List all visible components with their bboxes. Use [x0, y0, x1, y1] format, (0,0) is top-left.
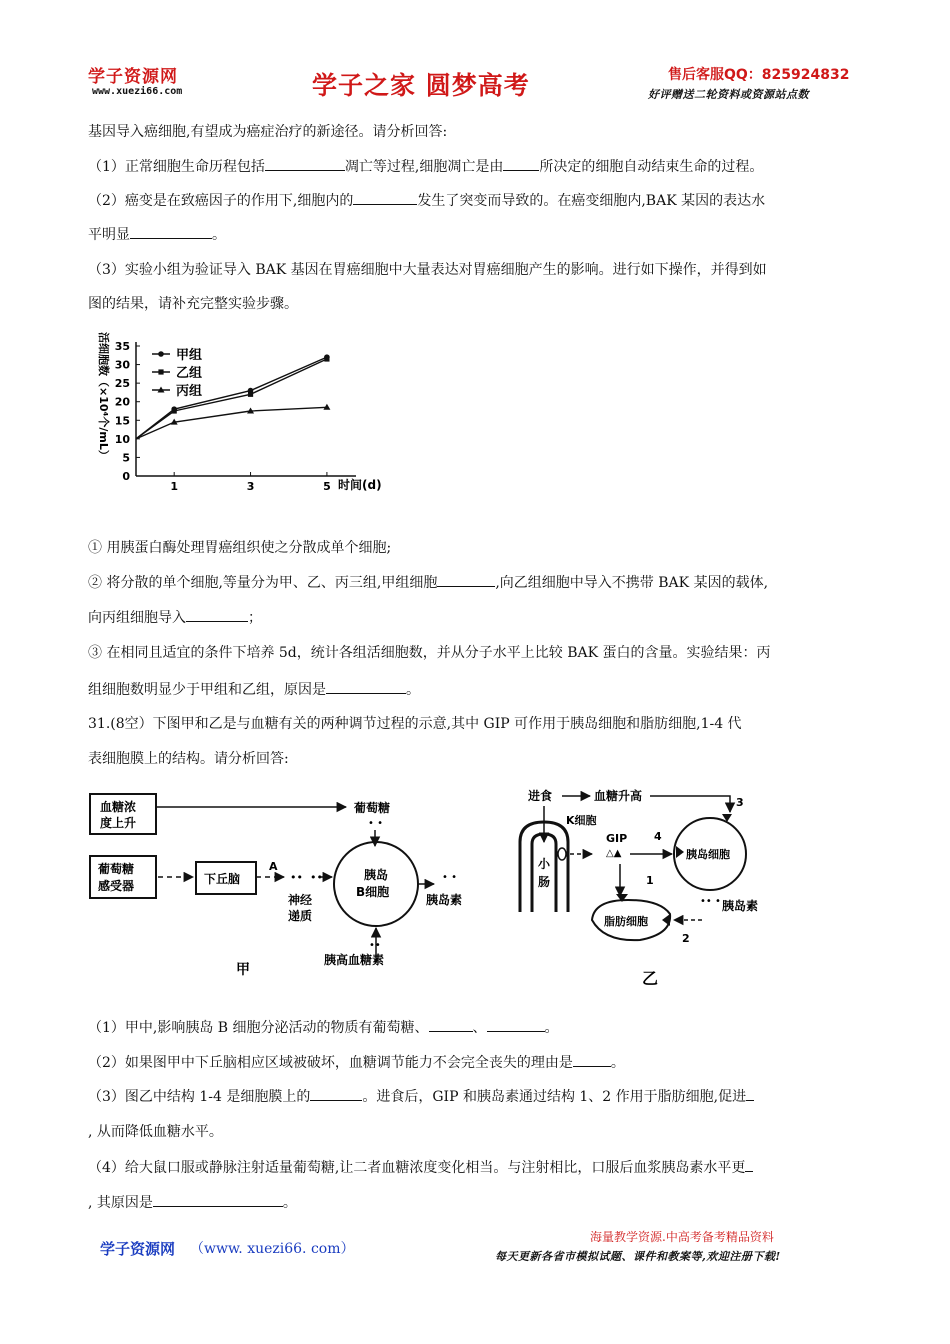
question-3-line1: （3）实验小组为验证导入 BAK 基因在胃癌细胞中大量表达对胃癌细胞产生的影响。进行如下操作，并得到如 [88, 262, 767, 278]
step-3: ③ 在相同且适宜的条件下培养 5d，统计各组活细胞数，并从分子水平上比较 BAK 蛋白的含量。实验结果：丙 [88, 645, 771, 661]
insulin-label: 胰岛素 [426, 893, 463, 907]
question-2-cont [88, 224, 226, 245]
label-a: A [269, 860, 278, 873]
eating-label: 进食 [528, 789, 553, 803]
chart-ylabel: 活细胞数（×10⁴个/mL） [97, 332, 110, 461]
neuro-line2: 递质 [288, 909, 313, 923]
step-1: ① 用胰蛋白酶处理胃癌组织使之分散成单个细胞; [88, 540, 392, 556]
step-3-cont [88, 679, 420, 700]
logo-url: www.xuezi66.com [92, 86, 183, 97]
q1-text-b: 凋亡等过程,细胞凋亡是由 [344, 159, 504, 175]
insulin-label: 胰岛素 [722, 899, 759, 913]
legend-label: 乙组 [176, 366, 203, 381]
intestine-2: 肠 [538, 875, 551, 889]
answer-blank [429, 1017, 473, 1032]
q2-text-c: 平明显 [88, 227, 130, 243]
s2-text-b: 。 [610, 1055, 625, 1071]
answer-blank [310, 1086, 362, 1101]
y-tick-label: 0 [122, 470, 130, 483]
service-qq: 售后客服QQ：825924832 [668, 67, 850, 83]
y-tick-label: 15 [114, 414, 130, 428]
step2-text-d: ； [248, 610, 262, 626]
s4-text-a: （4）给大鼠口服或静脉注射适量葡萄糖,让二者血糖浓度变化相当。与注射相比，口服后血浆胰岛素水平更 [88, 1160, 746, 1176]
question-3-line2: 图的结果，请补充完整实验步骤。 [88, 296, 298, 312]
answer-blank [153, 1192, 283, 1207]
legend-label: 甲组 [176, 348, 203, 363]
site-logo: 学子资源网 [88, 67, 178, 87]
gip-label: GIP [606, 832, 628, 845]
q2-text-d: 。 [212, 227, 226, 243]
answer-blank [265, 156, 345, 171]
box1-line1: 血糖浓 [100, 800, 137, 814]
s1-text-a: （1）甲中,影响胰岛 B 细胞分泌活动的物质有葡萄糖、 [88, 1020, 429, 1036]
data-point [172, 408, 177, 413]
question-1 [88, 156, 763, 177]
islet-line2: B细胞 [356, 885, 390, 899]
step2-text-b: ,向乙组细胞中导入不携带 BAK 某因的载体, [495, 575, 769, 591]
s3-text-a: （3）图乙中结构 1-4 是细胞膜上的 [88, 1089, 311, 1105]
q2-text-b: 发生了突变而导致的。在癌变细胞内,BAK 某因的表达水 [417, 193, 766, 209]
s4-text-b: , 其原因是 [88, 1195, 153, 1211]
insulin-dots: •• • [700, 896, 721, 907]
glucose-label: 葡萄糖 [354, 801, 391, 815]
q2-text-a: （2）癌变是在致癌因子的作用下,细胞内的 [88, 193, 354, 209]
question-31-line2: 表细胞膜上的结构。请分析回答: [88, 751, 289, 767]
x-tick-label: 3 [246, 480, 255, 493]
hypothalamus-label: 下丘脑 [204, 872, 241, 886]
step3-text-a: 组细胞数明显少于甲组和乙组，原因是 [88, 682, 326, 698]
insulin-dots: • • [442, 872, 457, 883]
glucose-dots: • • [368, 818, 383, 829]
s3-text-b: 。进食后，GIP 和胰岛素通过结构 1、2 作用于脂肪细胞,促进 [362, 1089, 747, 1105]
s4-text-c: 。 [282, 1195, 297, 1211]
answer-blank [353, 190, 417, 205]
gip-dots: △▲ [606, 848, 622, 859]
y-tick-label: 30 [114, 358, 130, 372]
series-line-3 [136, 407, 327, 439]
islet-label: 胰岛细胞 [686, 848, 730, 861]
footer-slogan: 海量教学资源.中高考备考精品资料 [590, 1230, 774, 1244]
num-4: 4 [654, 830, 662, 843]
arrow-glucose-to-islet [650, 796, 730, 812]
transmitter-dots: •• [290, 871, 303, 884]
review-note: 好评赠送二轮资料或资源站点数 [648, 88, 809, 101]
data-point [248, 392, 253, 397]
legend-label: 丙组 [176, 384, 203, 399]
header-title: 学子之家 圆梦高考 [312, 71, 530, 100]
fat-label: 脂肪细胞 [604, 915, 648, 928]
sub-question-1 [88, 1017, 559, 1038]
step-2-cont [88, 607, 262, 628]
glucose-rise-label: 血糖升高 [594, 789, 643, 803]
answer-blank [487, 1017, 545, 1032]
q1-text-c: 所决定的细胞自动结束生命的过程。 [539, 159, 764, 175]
transmitter-dots-2: •• [310, 871, 323, 884]
footer-url[interactable]: （www. xuezi66. com） [190, 1241, 355, 1257]
s2-text-a: （2）如果图甲中下丘脑相应区域被破坏，血糖调节能力不会完全丧失的理由是 [88, 1055, 573, 1071]
num-1: 1 [646, 874, 654, 887]
box1-line2: 度上升 [100, 816, 137, 830]
chart-xlabel: 时间(d) [338, 478, 382, 492]
islet-line1: 胰岛 [364, 868, 389, 882]
s1-text-c: 。 [544, 1020, 559, 1036]
y-tick-label: 35 [114, 340, 130, 353]
k-cell-label: K细胞 [566, 814, 597, 827]
legend-marker [158, 369, 163, 374]
question-2 [88, 190, 765, 211]
sub-question-3-cont: , 从而降低血糖水平。 [88, 1124, 223, 1140]
neuro-line1: 神经 [288, 893, 313, 907]
caption-yi: 乙 [642, 969, 659, 988]
answer-blank [186, 607, 248, 622]
answer-blank [746, 1086, 754, 1101]
answer-blank [573, 1052, 611, 1067]
num-3: 3 [736, 796, 744, 809]
answer-blank [503, 156, 539, 171]
diagram-jia [88, 782, 498, 982]
step2-text-c: 向丙组细胞导入 [88, 610, 186, 626]
glucagon-label: 胰高血糖素 [324, 953, 385, 967]
box2-line1: 葡萄糖 [98, 862, 135, 876]
answer-blank [437, 572, 495, 587]
x-tick-label: 5 [323, 480, 331, 493]
intro-line: 基因导入癌细胞,有望成为癌症治疗的新途径。请分析回答: [88, 124, 448, 140]
sub-question-4-cont [88, 1192, 297, 1213]
k-cell [558, 848, 566, 860]
islet-b-cell [334, 842, 418, 926]
answer-blank [130, 224, 212, 239]
footer-note: 每天更新各省市模拟试题、课件和教案等,欢迎注册下载! [495, 1250, 781, 1263]
sub-question-2 [88, 1052, 625, 1073]
legend-marker [158, 351, 164, 357]
step-2 [88, 572, 768, 593]
step2-text-a: ② 将分散的单个细胞,等量分为甲、乙、丙三组,甲组细胞 [88, 575, 438, 591]
data-point [324, 356, 329, 361]
cell-count-chart [88, 326, 418, 526]
footer-site: 学子资源网 [100, 1240, 176, 1258]
num-2: 2 [682, 932, 690, 945]
receptor-4 [676, 846, 684, 858]
s1-text-b: 、 [472, 1020, 487, 1036]
caption-jia: 甲 [236, 962, 250, 978]
question-31-line1: 31.(8空）下图甲和乙是与血糖有关的两种调节过程的示意,其中 GIP 可作用于胰岛细胞和脂肪细胞,1-4 代 [88, 716, 742, 732]
diagram-yi [510, 782, 780, 992]
step3-text-b: 。 [406, 682, 420, 698]
x-tick-label: 1 [170, 480, 179, 493]
y-tick-label: 5 [122, 451, 130, 465]
glucagon-dots: •• [369, 940, 381, 951]
receptor-2 [662, 914, 670, 926]
sub-question-4 [88, 1157, 753, 1178]
q1-text-a: （1）正常细胞生命历程包括 [88, 159, 265, 175]
answer-blank [326, 679, 406, 694]
y-tick-label: 10 [114, 432, 130, 446]
y-tick-label: 20 [114, 395, 130, 409]
intestine-inner [532, 834, 556, 912]
box2-line2: 感受器 [98, 879, 135, 893]
intestine-1: 小 [538, 857, 551, 871]
y-tick-label: 25 [114, 377, 130, 391]
sub-question-3 [88, 1086, 754, 1107]
answer-blank [745, 1157, 753, 1172]
